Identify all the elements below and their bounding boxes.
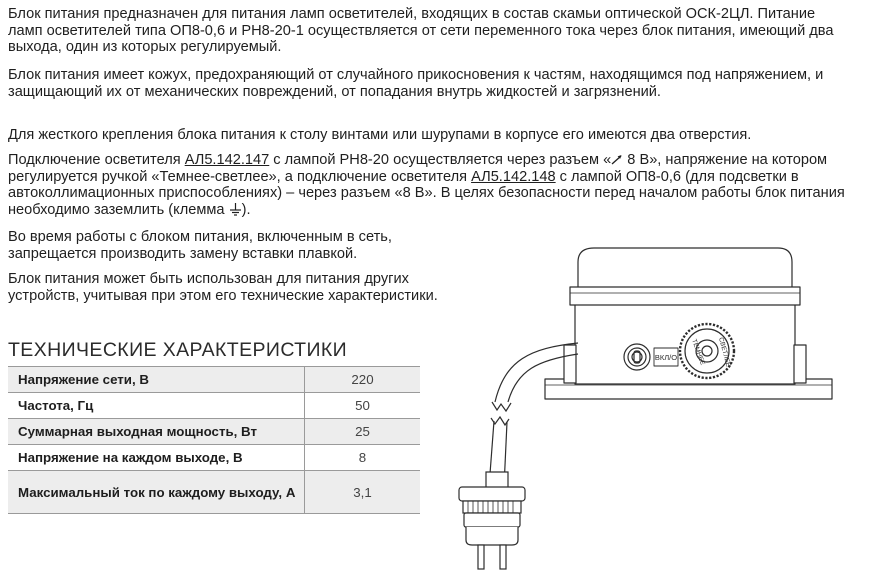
spec-value: 25	[305, 419, 421, 445]
spec-name: Напряжение сети, В	[8, 367, 305, 393]
spec-name: Максимальный ток по каждому выходу, А	[8, 471, 305, 514]
power-switch-icon	[624, 344, 650, 370]
spec-value: 8	[305, 445, 421, 471]
spec-name: Напряжение на каждом выходе, В	[8, 445, 305, 471]
connection-text-1: Подключение осветителя	[8, 152, 185, 168]
connection-text-2: с лампой РН8-20 осуществляется через разъем «	[269, 152, 612, 168]
connection-text-5: ).	[241, 201, 251, 218]
table-row	[8, 471, 420, 514]
illuminator-link-147[interactable]: АЛ5.142.147	[184, 152, 270, 168]
adjustable-arrow-icon	[611, 152, 623, 168]
spec-value: 50	[305, 393, 421, 419]
spec-value: 220	[305, 367, 421, 393]
safety-paragraph: Во время работы с блоком питания, включенным в сеть, запрещается производить замену вставки плавкой.	[8, 229, 392, 262]
ground-icon	[229, 202, 242, 218]
connection-text-3: 8 В», напряжение на котором регулируется ручкой «Темнее-светлее», а подключение осветителя	[8, 152, 828, 185]
intro-paragraph: Блок питания предназначен для питания ламп осветителей, входящих в состав скамьи оптической ОСК-2ЦЛ. Питание ламп осветителей типа ОП8-0,6 и РН8-20-1 осуществляется от сети переменного тока через блок питания, имеющий два выхода, один из которых регулируемый.	[8, 6, 834, 56]
specs-table	[8, 366, 420, 514]
table-row	[8, 445, 420, 471]
casing-paragraph: Блок питания имеет кожух, предохраняющий от случайного прикосновения к частям, находящимся под напряжением, и защищающий их от механических повреждений, от попадания внутрь жидкостей и загрязнений.	[8, 67, 824, 100]
illuminator-link-148[interactable]: АЛ5.142.148	[471, 168, 556, 185]
switch-label: ВКЛ/О	[654, 353, 678, 362]
table-row	[8, 419, 420, 445]
housing-lid	[578, 248, 792, 288]
table-row	[8, 393, 420, 419]
spec-value: 3,1	[305, 471, 421, 514]
usage-paragraph: Блок питания может быть использован для питания других устройств, учитывая при этом его технические характеристики.	[8, 271, 438, 304]
mounting-paragraph: Для жесткого крепления блока питания к столу винтами или шурупами в корпусе его имеются два отверстия.	[8, 127, 752, 143]
connection-text-4: с лампой ОП8-0,6 (для подсветки в автоколлимационных приспособлениях) – через разъем «8 В». В целях безопасности перед началом работы блок питания необходимо заземлить (клемма	[8, 168, 845, 218]
spec-name: Частота, Гц	[8, 393, 305, 419]
knob-label-right: СВЕТЛЕЕ	[717, 336, 732, 368]
specs-title: ТЕХНИЧЕСКИЕ ХАРАКТЕРИСТИКИ	[8, 339, 348, 361]
table-row	[8, 367, 420, 393]
power-supply-illustration	[455, 244, 840, 574]
plug-icon	[459, 487, 525, 569]
connection-paragraph	[8, 152, 858, 218]
knob-label-left: ТЕМНЕЕ	[690, 338, 706, 367]
spec-name: Суммарная выходная мощность, Вт	[8, 419, 305, 445]
housing-body	[575, 304, 795, 384]
